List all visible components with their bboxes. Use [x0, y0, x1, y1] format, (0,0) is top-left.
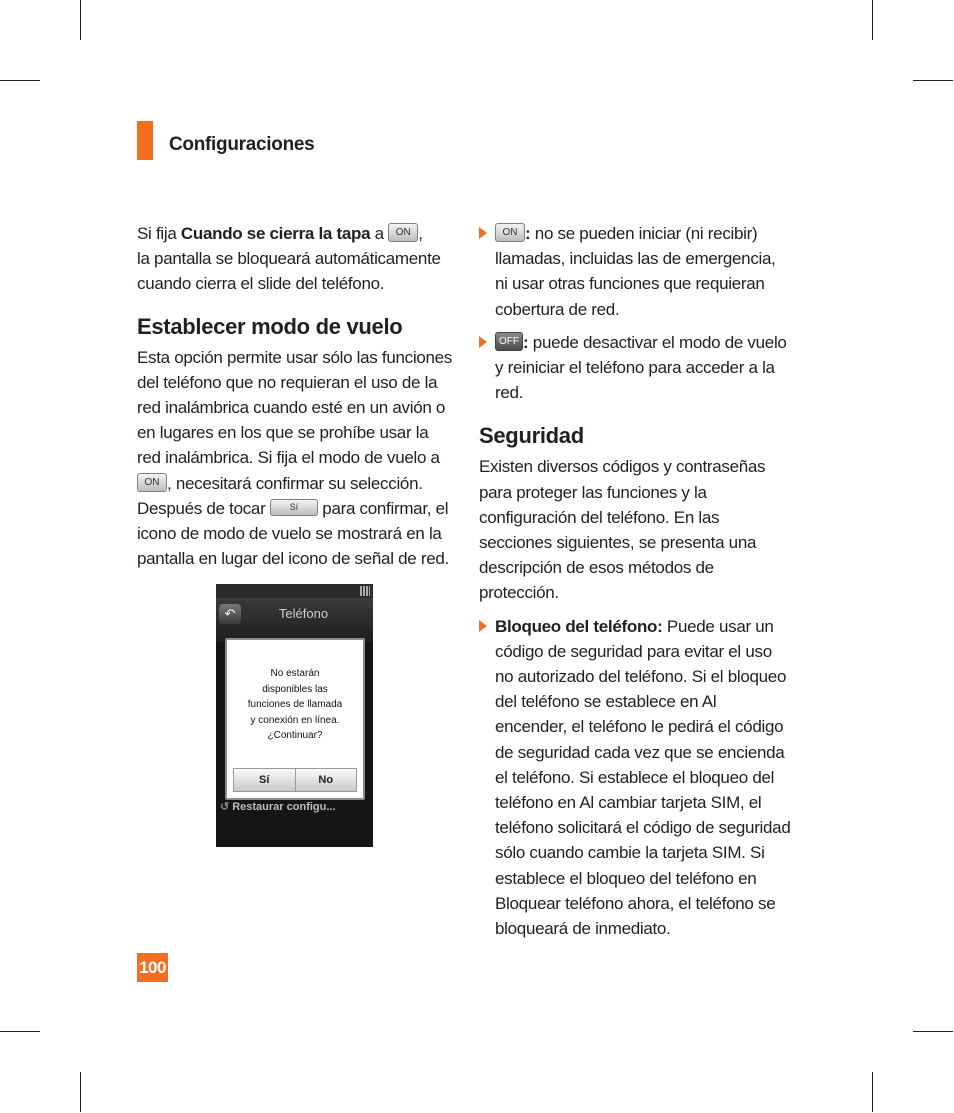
- crop-mark: [0, 80, 40, 81]
- restore-label: Restaurar configu...: [232, 801, 336, 813]
- crop-mark: [0, 1031, 40, 1032]
- intro-text: Si fija: [137, 224, 181, 243]
- signal-icon: [360, 586, 370, 596]
- phone-title: Teléfono: [278, 606, 329, 621]
- page-number: 100: [137, 953, 168, 982]
- left-column: [137, 221, 455, 571]
- crop-mark: [872, 1072, 873, 1112]
- flight-mode-paragraph: [137, 345, 455, 572]
- security-heading: Seguridad: [479, 423, 584, 449]
- on-toggle-icon: ON: [137, 473, 167, 492]
- right-column: [479, 221, 791, 941]
- bullet-arrow-icon: [479, 620, 487, 632]
- bullet-arrow-icon: [479, 336, 487, 348]
- crop-mark: [80, 0, 81, 40]
- body-text: , necesitará confirmar su selección. Después de tocar: [137, 473, 423, 518]
- bullet-bold: Bloqueo del teléfono:: [495, 616, 663, 636]
- bullet-text: Puede usar un código de seguridad para evitar el uso no autorizado del teléfono. Si el bloqueo del teléfono se establece en Al encender, el teléfono le pedirá el código de seguridad cada vez que se encienda el teléfono. Si establece el bloqueo del teléfono en Al cambiar tarjeta SIM, el teléfono solicitará el código de seguridad sólo cuando cambie la tarjeta SIM. Si establece el bloqueo del teléfono en Bloquear teléfono ahora, el teléfono se bloqueará de inmediato.: [495, 616, 791, 939]
- back-arrow-icon: ↶: [219, 604, 241, 624]
- body-text: Esta opción permite usar sólo las funciones del teléfono que no requieran el uso de la red inalámbrica cuando esté en un avión o en lugares en los que se prohíbe usar la red inalámbrica. Si fija el modo de vuelo a: [137, 347, 452, 468]
- body-text: para confirmar, el icono de modo de vuelo se mostrará en la pantalla en lugar del icono de señal de red.: [137, 498, 449, 569]
- restore-icon: ↺: [220, 801, 230, 813]
- crop-mark: [80, 1072, 81, 1112]
- status-bar: [216, 584, 373, 598]
- bullet-text: puede desactivar el modo de vuelo y reiniciar el teléfono para acceder a la red.: [495, 332, 787, 403]
- intro-paragraph: [137, 221, 455, 246]
- flight-mode-heading: Establecer modo de vuelo: [137, 313, 403, 339]
- phone-screenshot: [216, 584, 373, 847]
- phone-title-bar: [216, 598, 373, 642]
- yes-button[interactable]: Sí: [259, 774, 270, 786]
- on-toggle-icon: ON: [495, 223, 525, 242]
- intro-bold: Cuando se cierra la tapa: [180, 224, 371, 243]
- bullet-phone-lock: [479, 614, 791, 942]
- dialog-line: ¿Continuar?: [267, 730, 323, 741]
- dialog-line: funciones de llamada: [247, 699, 343, 710]
- colon: :: [525, 224, 531, 243]
- off-toggle-icon: OFF: [495, 332, 523, 351]
- crop-mark: [913, 1031, 953, 1032]
- intro-line: la pantalla se bloqueará automáticamente: [137, 249, 441, 269]
- confirm-dialog: [225, 638, 365, 800]
- intro-text: a: [370, 224, 389, 243]
- colon: :: [523, 332, 529, 352]
- section-marker: [137, 121, 153, 160]
- dialog-line: No estarán: [270, 668, 320, 679]
- dialog-message: [231, 666, 359, 744]
- bullet-arrow-icon: [479, 227, 487, 239]
- section-title: Configuraciones: [169, 134, 315, 155]
- crop-mark: [913, 80, 953, 81]
- dialog-line: disponibles las: [262, 683, 328, 695]
- intro-text: ,: [418, 224, 423, 243]
- dialog-line: y conexión en línea.: [250, 714, 340, 726]
- crop-mark: [872, 0, 873, 40]
- intro-line: cuando cierra el slide del teléfono.: [137, 274, 385, 294]
- si-button-icon: Sí: [270, 499, 318, 516]
- bullet-text: no se pueden iniciar (ni recibir) llamadas, incluidas las de emergencia, ni usar otras funciones que requieran cobertura de red.: [495, 224, 776, 319]
- dialog-buttons: [233, 768, 357, 792]
- no-button[interactable]: No: [295, 769, 357, 791]
- restore-settings-item[interactable]: [220, 800, 336, 813]
- bullet-off: [479, 330, 791, 406]
- bullet-on: [479, 221, 791, 322]
- security-paragraph: Existen diversos códigos y contraseñas para proteger las funciones y la configuración del teléfono. En las secciones siguientes, se presenta una descripción de esos métodos de protección.: [479, 457, 766, 603]
- on-toggle-icon: ON: [388, 223, 418, 242]
